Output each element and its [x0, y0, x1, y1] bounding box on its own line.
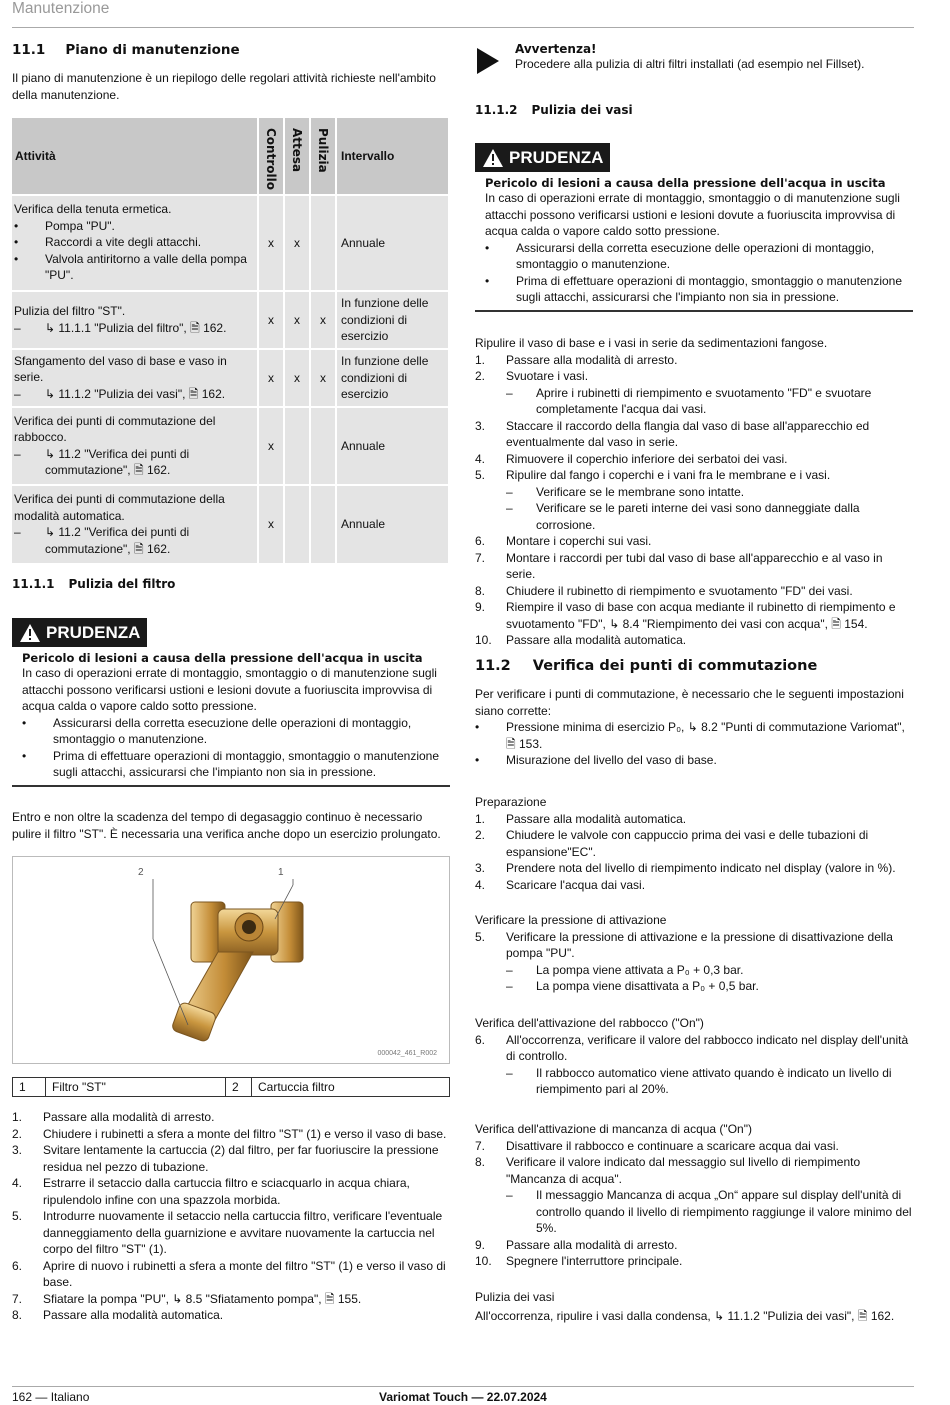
list-item: 2. Chiudere i rubinetti a sfera a monte del filtro "ST" (1) e verso il vaso di base. — [12, 1126, 447, 1141]
footer-page-number: 162 — Italiano — [12, 1390, 90, 1404]
col-controllo: Controllo — [258, 118, 284, 195]
subsection-112: 11.2 Verifica dei punti di commutazione Per verificare i punti di commutazione, è necessario che le seguenti impostazioni siano corrette: • Pressione minima di esercizio P₀, ↳ 8.2 "Punti di commutazione Variomat", 🗎 153. • Misurazione del livello del vaso di base. — [475, 658, 913, 769]
list-item: 2. Chiudere le valvole con cappuccio prima dei vasi e delle tubazioni di espansione"EC". — [475, 828, 869, 859]
table-header-row — [12, 118, 449, 195]
warning-title: Pericolo di lesioni a causa della pressione dell'acqua in uscita — [22, 651, 423, 665]
list-item: 6. Montare i coperchi sui vasi. — [475, 534, 652, 548]
list-item: • Misurazione del livello del vaso di base. — [475, 753, 717, 767]
col-pulizia: Pulizia — [310, 118, 336, 195]
cross-ref-link[interactable]: 11.2 "Verifica dei punti di commutazione", 🗎 162. — [45, 446, 190, 477]
warning-box-left: PRUDENZA Pericolo di lesioni a causa della pressione dell'acqua in uscita In caso di operazioni errate di montaggio, smontaggio o di manutenzione sugli attacchi possono verificarsi ustioni e lesioni dovute a fuoriuscita improvvisa di acqua calda o vapore caldo sotto pressione. • Assicurarsi della corretta esecuzione delle operazioni di montaggio, smontaggio o manutenzione. • Prima di effettuare operazioni di montaggio, smontaggio o manutenzione sugli attacchi, assicurarsi che l'impianto non sia in pressione. — [12, 618, 450, 787]
subsection-1111 — [12, 577, 450, 591]
cross-ref-link[interactable]: ↳ 8.5 "Sfiatamento pompa", 🗎 155. — [172, 1291, 362, 1306]
callout-label-2: 2 — [138, 867, 144, 878]
filter-steps — [12, 1109, 450, 1324]
figure-legend: 1 Filtro "ST" 2 Cartuccia filtro — [12, 1077, 450, 1097]
list-item: 5. Ripulire dal fango i coperchi e i vani fra le membrane e i vasi. — [475, 468, 831, 482]
list-item: 7. Sfiatare la pompa "PU", ↳ 8.5 "Sfiatamento pompa", 🗎 155. — [12, 1291, 362, 1306]
header-rule — [12, 27, 914, 28]
list-item: 5. Introdurre nuovamente il setaccio nella cartuccia filtro, verificare l'eventuale danneggiamento della guarnizione e avvitare nuovamente la cartuccia nel corpo del filtro "ST" (1). — [12, 1209, 443, 1256]
callout-label-1: 1 — [278, 867, 284, 878]
list-item: 3. Staccare il raccordo della flangia dal vaso di base all'apparecchio ed eventualmente dal vaso in serie. — [475, 418, 870, 449]
table-row: Verifica della tenuta ermetica. • Pompa "PU". • Raccordi a vite degli attacchi. • Valvola antiritorno a valle della pompa "PU". x x Annuale — [12, 195, 449, 291]
cross-ref-link[interactable]: 11.2 "Verifica dei punti di commutazione", 🗎 162. — [45, 525, 190, 556]
section-heading-11-1-1: 11.1.1 Pulizia del filtro — [12, 577, 176, 591]
vessel-cleaning: Ripulire il vaso di base e i vasi in serie da sedimentazioni fangose. 1. Passare alla modalità di arresto. 2. Svuotare i vasi. – Aprire i rubinetti di riempimento e svuotamento "FD" e svuotare completamente l'acqua dai vasi. 3. Staccare il raccordo della flangia dal vaso di base all'apparecchio ed eventualmente dal vaso in serie. 4. Rimuovere il coperchio inferiore dei serbatoi dei vasi. 5. Ripulire dal fango i coperchi e i vani fra le membrane e i vasi. – Verificare se le membrane sono intatte. – Verificare se le pareti interne dei vasi sono danneggiate dalla corrosione. 6. Montare i coperchi sui vasi. 7. Montare i raccordi per tubi dal vaso di base all'apparecchio e al vaso in serie. 8. Chiudere il rubinetto di riempimento e svuotamento "FD" dei vasi. 9. Riempire il vaso di base con acqua mediante il rubinetto di riempimento e svuotamento "FD", ↳ 8.4 "Riempimento dei vasi con acqua", 🗎 154. 10. Passare alla modalità automatica. — [475, 335, 913, 649]
warning-text: In caso di operazioni errate di montaggio, smontaggio o di manutenzione sugli attacchi possono verificarsi ustioni e lesioni dovute a fuoriuscita improvvisa di acqua calda o vapore caldo sotto pressione. — [485, 191, 900, 238]
subsection-1112 — [475, 103, 913, 117]
list-item: 7. Disattivare il rabbocco e continuare a scaricare acqua dai vasi. — [475, 1138, 839, 1153]
table-row: Sfangamento del vaso di base e vaso in serie. – ↳ 11.1.2 "Pulizia dei vasi", 🗎 162. x x x In funzione delle condizioni di esercizio — [12, 349, 449, 407]
cross-ref-icon: ↳ — [45, 446, 59, 461]
list-item: 4. Estrarre il setaccio dalla cartuccia filtro e sciacquarlo in acqua chiara, ripulendolo infine con una spazzola morbida. — [12, 1176, 410, 1207]
list-item: 6. Aprire di nuovo i rubinetti a sfera a monte del filtro "ST" (1) e verso il vaso di base. — [12, 1258, 446, 1289]
callout-line-2 — [153, 939, 188, 1025]
notice-title: Avvertenza! — [515, 42, 597, 56]
list-item: 1. Passare alla modalità di arresto. — [475, 352, 678, 367]
list-item: 5. Verificare la pressione di attivazione e la pressione di disattivazione della pompa "PU". — [475, 929, 893, 960]
list-item: 4. Rimuovere il coperchio inferiore dei serbatoi dei vasi. — [475, 451, 788, 466]
cross-ref-link[interactable]: 11.1.2 "Pulizia dei vasi", 🗎 162. — [58, 386, 226, 401]
list-item: 10. Spegnere l'interruttore principale. — [475, 1254, 683, 1268]
list-item: • Pressione minima di esercizio P₀, ↳ 8.2 "Punti di commutazione Variomat", 🗎 153. — [475, 720, 905, 751]
intro-paragraph: Il piano di manutenzione è un riepilogo delle regolari attività richieste nell'ambito della manutenzione. — [12, 71, 436, 102]
notice-box — [475, 42, 913, 76]
list-item: 1. Passare alla modalità automatica. — [475, 811, 687, 826]
maintenance-table — [12, 118, 450, 563]
list-item: 2. Svuotare i vasi. — [475, 369, 589, 383]
footer-rule — [12, 1386, 914, 1387]
activation-pressure: Verificare la pressione di attivazione 5. Verificare la pressione di attivazione e la pressione di disattivazione della pompa "PU". – La pompa viene attivata a P₀ + 0,3 bar. – La pompa viene disattivata a P₀ + 0,5 bar. — [475, 912, 913, 995]
cross-ref-icon: ↳ — [45, 386, 59, 401]
maintenance-table-wrap — [12, 118, 450, 563]
list-item: 3. Prendere nota del livello di riempimento indicato nel display (valore in %). — [475, 861, 896, 875]
section-heading-11-1: 11.1 Piano di manutenzione — [12, 42, 240, 58]
table-row: Verifica dei punti di commutazione del rabbocco. – ↳ 11.2 "Verifica dei punti di commutazione", 🗎 162. x Annuale — [12, 407, 449, 485]
filter-paragraph: Entro e non oltre la scadenza del tempo di degasaggio continuo è necessario pulire il filtro "ST". È necessaria una verifica anche dopo un esercizio prolungato. — [12, 810, 441, 841]
list-item: 9. Riempire il vaso di base con acqua mediante il rubinetto di riempimento e svuotamento "FD", ↳ 8.4 "Riempimento dei vasi con acqua", 🗎 154. — [475, 600, 896, 631]
strainer-filter-illustration — [13, 857, 449, 1063]
section-heading-11-1-2: 11.1.2 Pulizia dei vasi — [475, 103, 633, 117]
footer-product: Variomat Touch — 22.07.2024 — [379, 1390, 547, 1404]
list-item: 7. Montare i raccordi per tubi dal vaso di base all'apparecchio e al vaso in serie. — [475, 550, 883, 581]
warning-triangle-icon — [482, 148, 504, 168]
notice-text: Procedere alla pulizia di altri filtri installati (ad esempio nel Fillset). — [515, 57, 865, 71]
cross-ref-link[interactable]: ↳ 11.1.2 "Pulizia dei vasi", 🗎 162. — [714, 1308, 895, 1323]
refill-activation: Verifica dell'attivazione del rabbocco ("On") 6. All'occorrenza, verificare il valore del rabbocco indicato nel display dell'unità di controllo. – Il rabbocco automatico viene attivato quando è indicato un livello di riempimento pari al 20%. — [475, 1015, 913, 1098]
water-shortage: Verifica dell'attivazione di mancanza di acqua ("On") 7. Disattivare il rabbocco e continuare a scaricare acqua dai vasi. 8. Verificare il valore indicato dal messaggio sul livello di riempimento "Mancanza di acqua". – Il messaggio Mancanza di acqua „On“ appare sul display dell'unità di controllo quando il livello di riempimento raggiunge il valore minimo del 5%. 9. Passare alla modalità di arresto. 10. Spegnere l'interruttore principale. — [475, 1122, 912, 1268]
list-item: 4. Scaricare l'acqua dai vasi. — [475, 877, 646, 892]
list-item: 8. Verificare il valore indicato dal messaggio sul livello di riempimento "Mancanza di acqua". — [475, 1155, 861, 1186]
left-column — [12, 42, 450, 103]
table-row: Pulizia del filtro "ST". – ↳ 11.1.1 "Pulizia del filtro", 🗎 162. x x x In funzione delle condizioni di esercizio — [12, 291, 449, 349]
list-item: 10. Passare alla modalità automatica. — [475, 633, 687, 647]
list-item: 6. All'occorrenza, verificare il valore del rabbocco indicato nel display dell'unità di controllo. — [475, 1032, 909, 1063]
filter-figure — [12, 856, 450, 1097]
list-item: 8. Chiudere il rubinetto di riempimento e svuotamento "FD" dei vasi. — [475, 583, 853, 598]
figure-id: 000042_461_R002 — [377, 1050, 437, 1057]
cross-ref-link[interactable]: 11.1.1 "Pulizia del filtro", 🗎 162. — [58, 320, 227, 335]
list-item: 1. Passare alla modalità di arresto. — [12, 1110, 215, 1124]
vessel-clean-note: Pulizia dei vasi All'occorrenza, ripulire i vasi dalla condensa, ↳ 11.1.2 "Pulizia dei vasi", 🗎 162. — [475, 1290, 895, 1323]
col-attesa: Attesa — [284, 118, 310, 195]
cross-ref-icon: ↳ — [45, 525, 59, 539]
cross-ref-link[interactable]: ↳ 8.2 "Punti di commutazione Variomat", 🗎 153. — [506, 720, 905, 751]
list-item: 9. Passare alla modalità di arresto. — [475, 1237, 678, 1252]
warning-box-right: PRUDENZA Pericolo di lesioni a causa della pressione dell'acqua in uscita In caso di operazioni errate di montaggio, smontaggio o di manutenzione sugli attacchi possono verificarsi ustioni e lesioni dovute a fuoriuscita improvvisa di acqua calda o vapore caldo sotto pressione. • Assicurarsi della corretta esecuzione delle operazioni di montaggio, smontaggio o manutenzione. • Prima di effettuare operazioni di montaggio, smontaggio o manutenzione sugli attacchi, assicurarsi che l'impianto non sia in pressione. — [475, 143, 913, 312]
section-heading-11-2: 11.2 Verifica dei punti di commutazione — [475, 658, 818, 674]
running-header: Manutenzione — [12, 0, 110, 17]
arrow-right-icon — [475, 46, 501, 76]
list-item: 3. Svitare lentamente la cartuccia (2) dal filtro, per far fuoriuscire la pressione residua nel pezzo di tubazione. — [12, 1143, 439, 1174]
warning-text: In caso di operazioni errate di montaggio, smontaggio o di manutenzione sugli attacchi possono verificarsi ustioni e lesioni dovute a fuoriuscita improvvisa di acqua calda o vapore caldo sotto pressione. — [22, 666, 437, 713]
warning-title: Pericolo di lesioni a causa della pressione dell'acqua in uscita — [485, 176, 886, 190]
caution-badge: PRUDENZA — [12, 618, 147, 647]
cross-ref-link[interactable]: ↳ 8.4 "Riempimento dei vasi con acqua", 🗎 154. — [609, 616, 868, 631]
preparation: Preparazione 1. Passare alla modalità automatica. 2. Chiudere le valvole con cappuccio prima dei vasi e delle tubazioni di espansione"EC". 3. Prendere nota del livello di riempimento indicato nel display (valore in %). 4. Scaricare l'acqua dai vasi. — [475, 794, 913, 893]
list-item: 8. Passare alla modalità automatica. — [12, 1308, 224, 1322]
col-intervallo: Intervallo — [336, 118, 449, 195]
col-attivita: Attività — [12, 118, 258, 195]
cross-ref-icon: ↳ — [45, 320, 59, 335]
table-row: Verifica dei punti di commutazione della modalità automatica. – ↳ 11.2 "Verifica dei punti di commutazione", 🗎 162. x Annuale — [12, 485, 449, 563]
caution-badge: PRUDENZA — [475, 143, 610, 172]
warning-triangle-icon — [19, 623, 41, 643]
